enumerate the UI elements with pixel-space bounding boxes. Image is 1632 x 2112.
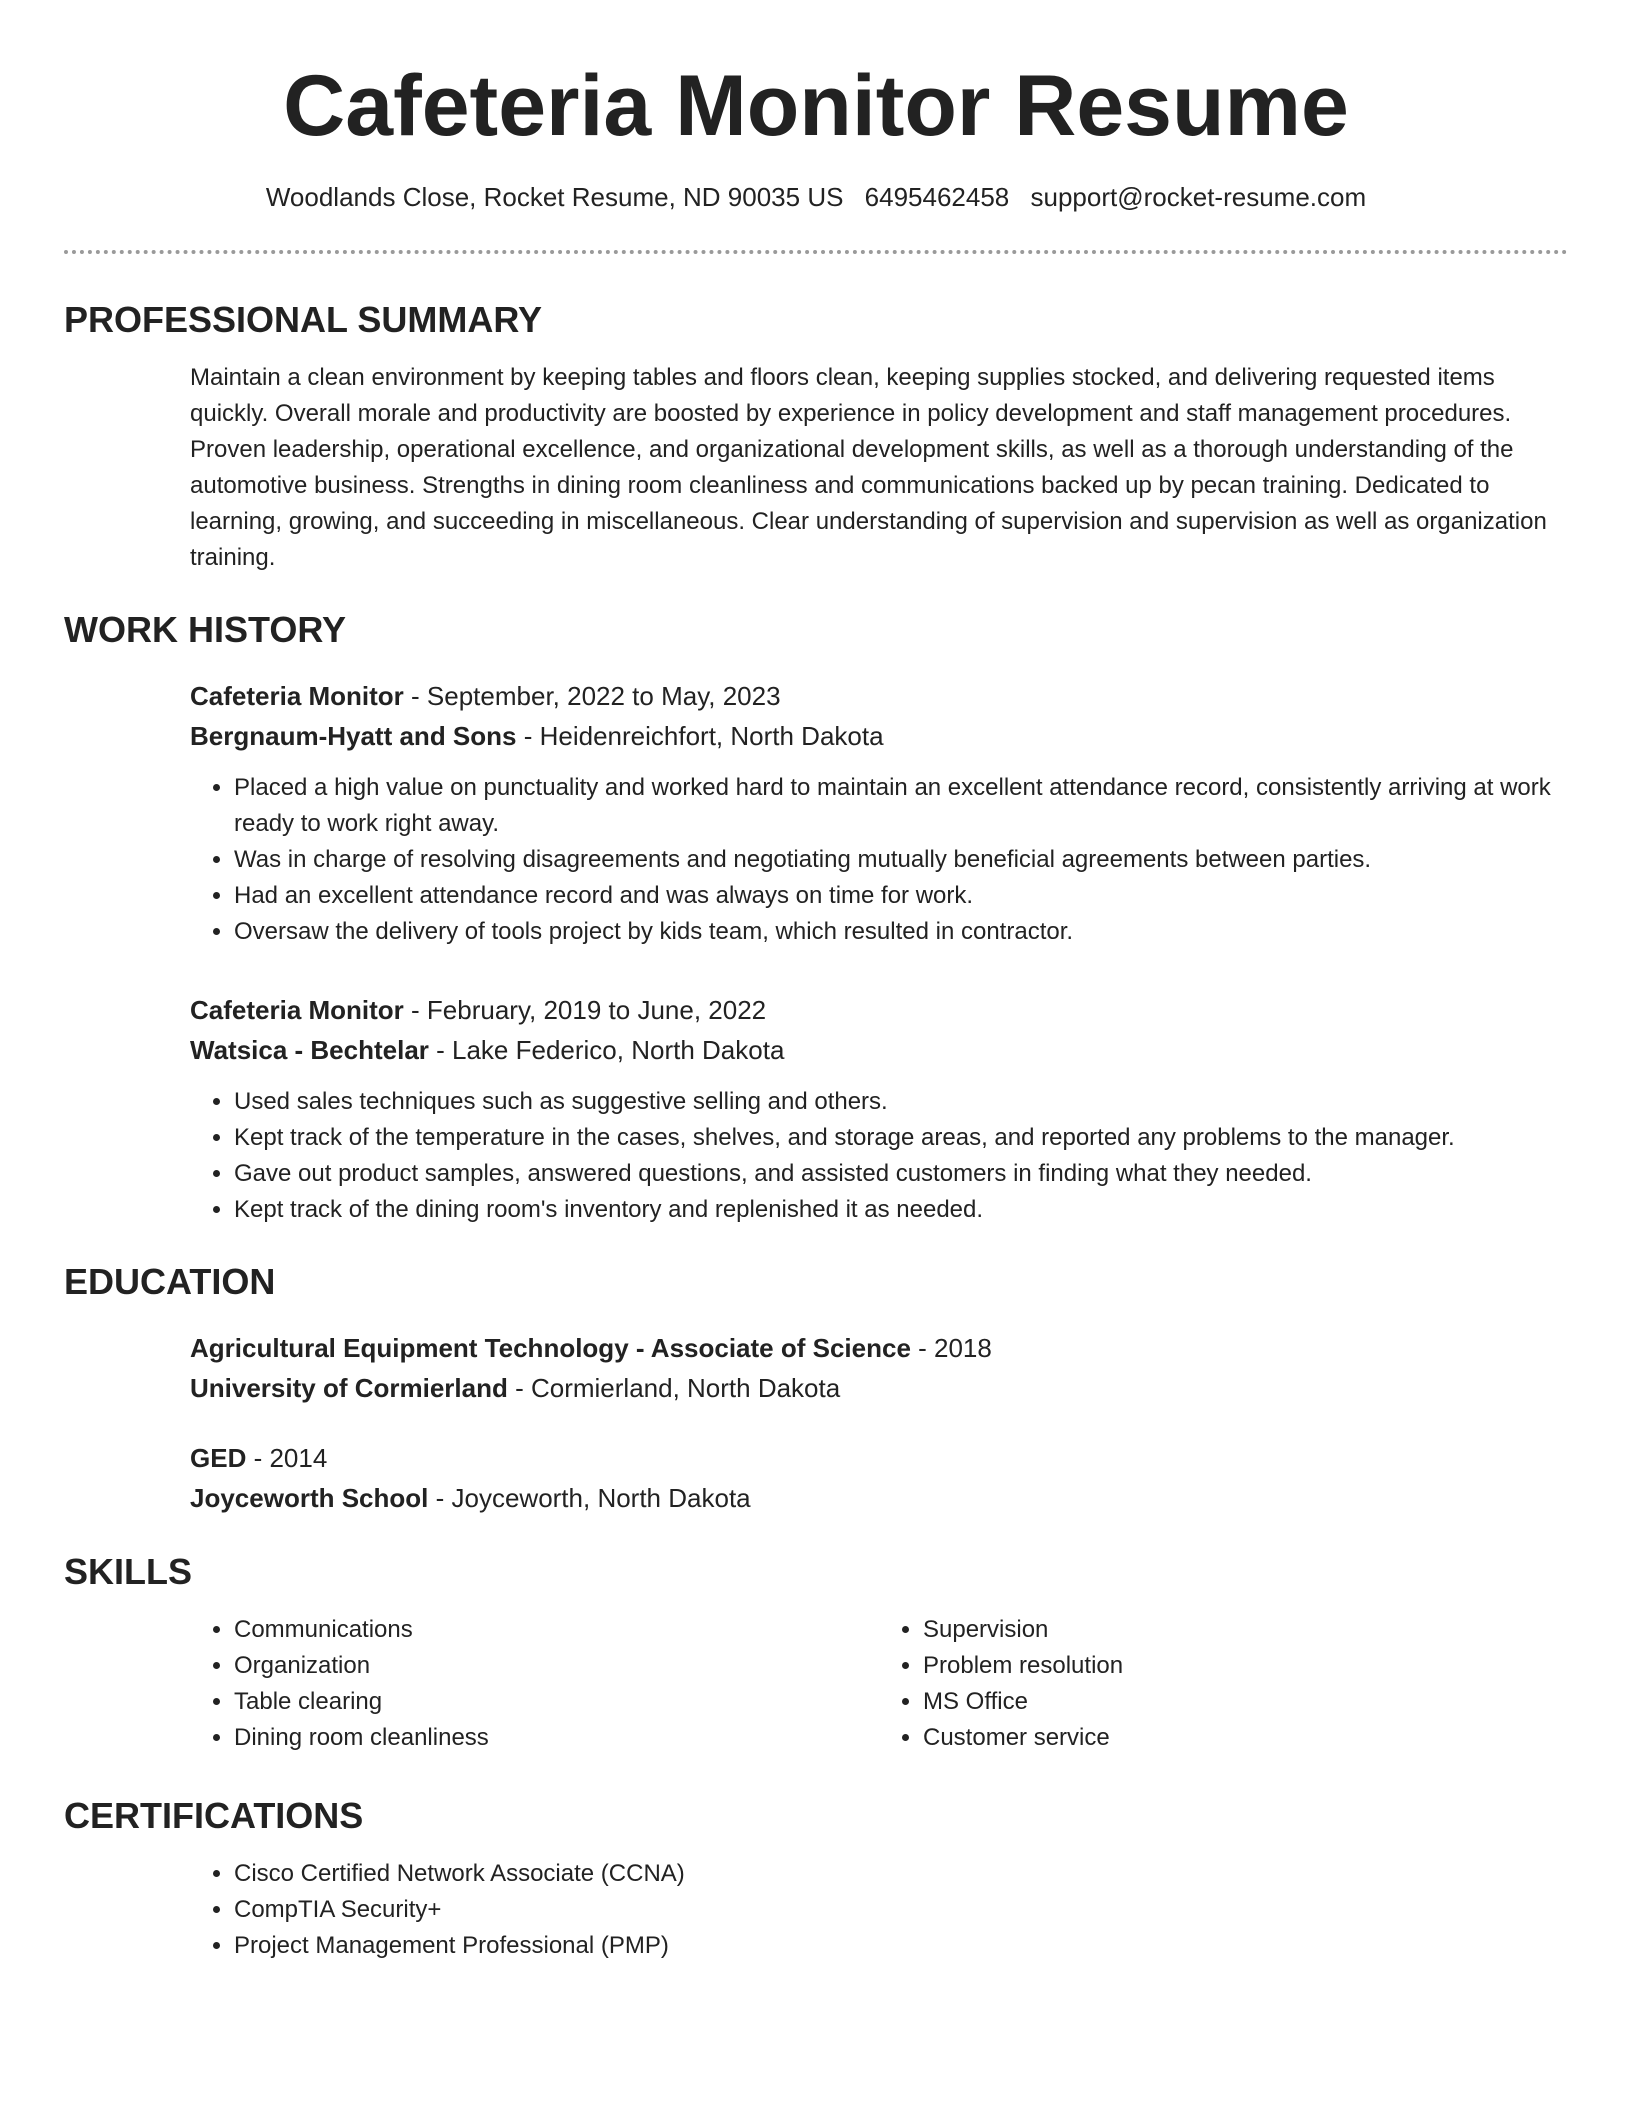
degree-line — [190, 1438, 1568, 1478]
skills-column-left — [190, 1612, 879, 1756]
job-company: Bergnaum-Hyatt and Sons — [190, 721, 517, 751]
resume-content — [64, 296, 1568, 1964]
summary-heading: PROFESSIONAL SUMMARY — [64, 299, 543, 340]
certifications-heading: CERTIFICATIONS — [64, 1795, 364, 1836]
skills-heading: SKILLS — [64, 1551, 193, 1592]
certification-item: • CompTIA Security+ — [234, 1892, 1568, 1928]
job-dates: - September, 2022 to May, 2023 — [403, 681, 781, 711]
school-line — [190, 1368, 1568, 1408]
certification-item: • Cisco Certified Network Associate (CCNA) — [234, 1856, 1568, 1892]
job-dates: - February, 2019 to June, 2022 — [403, 995, 767, 1025]
skill-item: • Communications — [234, 1612, 879, 1648]
work-history-heading: WORK HISTORY — [64, 609, 347, 650]
skill-item: • Organization — [234, 1648, 879, 1684]
skill-item: • Table clearing — [234, 1684, 879, 1720]
education-heading: EDUCATION — [64, 1261, 276, 1302]
degree: Agricultural Equipment Technology - Associate of Science — [190, 1333, 911, 1363]
summary-section — [64, 296, 1568, 576]
job-title-line — [190, 990, 1568, 1030]
contact-address: Woodlands Close, Rocket Resume, ND 90035 US — [265, 182, 844, 212]
education-section — [64, 1258, 1568, 1518]
skill-item: • Supervision — [923, 1612, 1568, 1648]
contact-phone: 6495462458 — [864, 182, 1010, 212]
contact-email: support@rocket-resume.com — [1030, 182, 1367, 212]
certification-item: • Project Management Professional (PMP) — [234, 1928, 1568, 1964]
skill-item: • Dining room cleanliness — [234, 1720, 879, 1756]
job-bullet: • Oversaw the delivery of tools project by kids team, which resulted in contractor. — [234, 914, 1568, 950]
summary-text: Maintain a clean environment by keeping tables and floors clean, keeping supplies stocked, and delivering requested items quickly. Overall morale and productivity are boosted by experience in policy development and staff management procedures. Proven leadership, operational excellence, and organizational development skills, as well as a thorough understanding of the automotive business. Strengths in dining room cleanliness and communications backed up by pecan training. Dedicated to learning, growing, and succeeding in miscellaneous. Clear understanding of supervision and supervision as well as organization training. — [190, 364, 1547, 571]
skills-grid — [190, 1612, 1568, 1756]
job-company-line — [190, 1030, 1568, 1070]
job-company: Watsica - Bechtelar — [190, 1035, 429, 1065]
job-bullet: • Kept track of the temperature in the cases, shelves, and storage areas, and reported any problems to the manager. — [234, 1120, 1568, 1156]
education-entry — [190, 1328, 1568, 1408]
job-bullet: • Gave out product samples, answered questions, and assisted customers in finding what they needed. — [234, 1156, 1568, 1192]
job-title: Cafeteria Monitor — [190, 995, 404, 1025]
job-bullet: • Kept track of the dining room's inventory and replenished it as needed. — [234, 1192, 1568, 1228]
job-company-line — [190, 716, 1568, 756]
degree: GED — [190, 1443, 247, 1473]
school-location: - Cormierland, North Dakota — [507, 1373, 841, 1403]
job-location: - Lake Federico, North Dakota — [428, 1035, 785, 1065]
job-bullet: • Had an excellent attendance record and was always on time for work. — [234, 878, 1568, 914]
job-title: Cafeteria Monitor — [190, 681, 404, 711]
job-bullet: • Used sales techniques such as suggestive selling and others. — [234, 1084, 1568, 1120]
header-divider — [64, 250, 1568, 254]
skill-item: • Problem resolution — [923, 1648, 1568, 1684]
school: Joyceworth School — [190, 1483, 429, 1513]
degree-year: - 2014 — [246, 1443, 328, 1473]
school-line — [190, 1478, 1568, 1518]
certifications-section — [64, 1792, 1568, 1964]
job-bullet: • Placed a high value on punctuality and worked hard to maintain an excellent attendance record, consistently arriving at work ready to work right away. — [234, 770, 1568, 842]
job-bullets — [190, 1084, 1568, 1228]
job-title-line — [190, 676, 1568, 716]
school: University of Cormierland — [190, 1373, 508, 1403]
work-history-section — [64, 606, 1568, 1228]
skills-column-right — [879, 1612, 1568, 1756]
skills-section — [64, 1548, 1568, 1756]
degree-year: - 2018 — [910, 1333, 992, 1363]
degree-line — [190, 1328, 1568, 1368]
resume-title: Cafeteria Monitor Resume — [283, 58, 1349, 154]
skill-item: • MS Office — [923, 1684, 1568, 1720]
job-entry — [190, 676, 1568, 950]
school-location: - Joyceworth, North Dakota — [428, 1483, 751, 1513]
job-bullet: • Was in charge of resolving disagreements and negotiating mutually beneficial agreements between parties. — [234, 842, 1568, 878]
job-bullets — [190, 770, 1568, 950]
job-location: - Heidenreichfort, North Dakota — [516, 721, 884, 751]
job-entry — [190, 990, 1568, 1228]
contact-line — [64, 180, 1568, 214]
skill-item: • Customer service — [923, 1720, 1568, 1756]
education-entry — [190, 1438, 1568, 1518]
certifications-list — [190, 1856, 1568, 1964]
